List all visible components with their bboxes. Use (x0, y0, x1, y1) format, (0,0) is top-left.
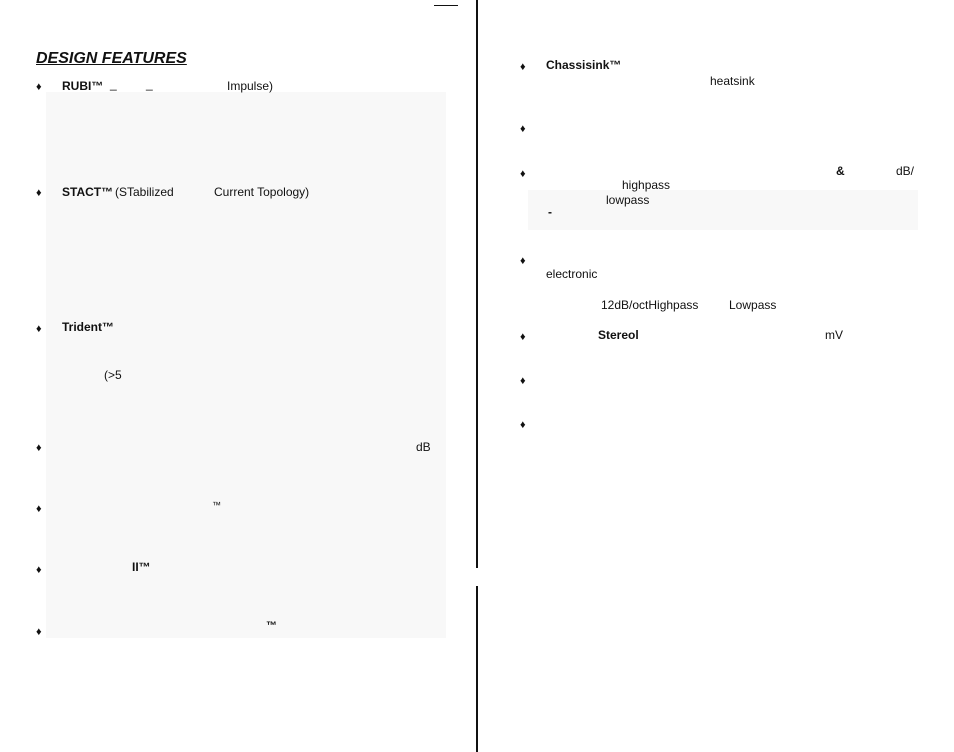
dash-text: - (548, 205, 552, 219)
bullet-icon: ♦ (520, 255, 526, 267)
highpass-text: highpass (622, 178, 671, 192)
left-shade-block (46, 92, 446, 638)
bullet-icon: ♦ (520, 123, 526, 135)
rubi-impulse-text: Impulse) (227, 79, 274, 93)
bullet-icon: ♦ (36, 503, 42, 515)
bullet-icon: ♦ (520, 331, 526, 343)
rubi-dash-2: _ (146, 77, 153, 91)
heatsink-text: heatsink (710, 74, 755, 88)
bullet-icon: ♦ (36, 442, 42, 454)
design-features-heading: DESIGN FEATURES (36, 50, 187, 67)
top-rule (434, 5, 458, 6)
column-divider-upper (476, 0, 478, 568)
db-text: dB (416, 440, 431, 454)
trademark-symbol-2: ™ (266, 620, 277, 632)
bullet-icon: ♦ (36, 323, 42, 335)
bullet-icon: ♦ (36, 187, 42, 199)
electronic-text: electronic (546, 267, 598, 281)
millivolt-text: mV (825, 328, 843, 342)
stereo-label: Stereol (598, 328, 639, 342)
bullet-icon: ♦ (520, 375, 526, 387)
bullet-icon: ♦ (36, 564, 42, 576)
chassisink-label: Chassisink™ (546, 58, 622, 72)
trademark-symbol-1: ™ (212, 500, 221, 510)
ampersand-text: & (836, 164, 845, 178)
bullet-icon: ♦ (36, 81, 42, 93)
db-per-text: dB/ (896, 164, 915, 178)
stact-label: STACT™ (62, 185, 114, 199)
trident-label: Trident™ (62, 320, 115, 334)
bullet-icon: ♦ (520, 419, 526, 431)
stact-current-topology-text: Current Topology) (214, 185, 310, 199)
highpass-filter-text: 12dB/octHighpass (601, 298, 699, 312)
lowpass-filter-text: Lowpass (729, 298, 777, 312)
rubi-label: RUBI™ (62, 79, 104, 93)
bullet-icon: ♦ (520, 61, 526, 73)
bullet-icon: ♦ (520, 168, 526, 180)
rubi-dash-1: _ (110, 77, 117, 91)
bullet-icon: ♦ (36, 626, 42, 638)
trident-fragment: (>5 (104, 368, 122, 382)
lowpass-text: lowpass (606, 193, 650, 207)
right-shade-block (528, 190, 918, 230)
ii-trademark-label: II™ (132, 560, 151, 574)
column-divider-lower (476, 586, 478, 752)
stact-stabilized-text: (STabilized (115, 185, 174, 199)
